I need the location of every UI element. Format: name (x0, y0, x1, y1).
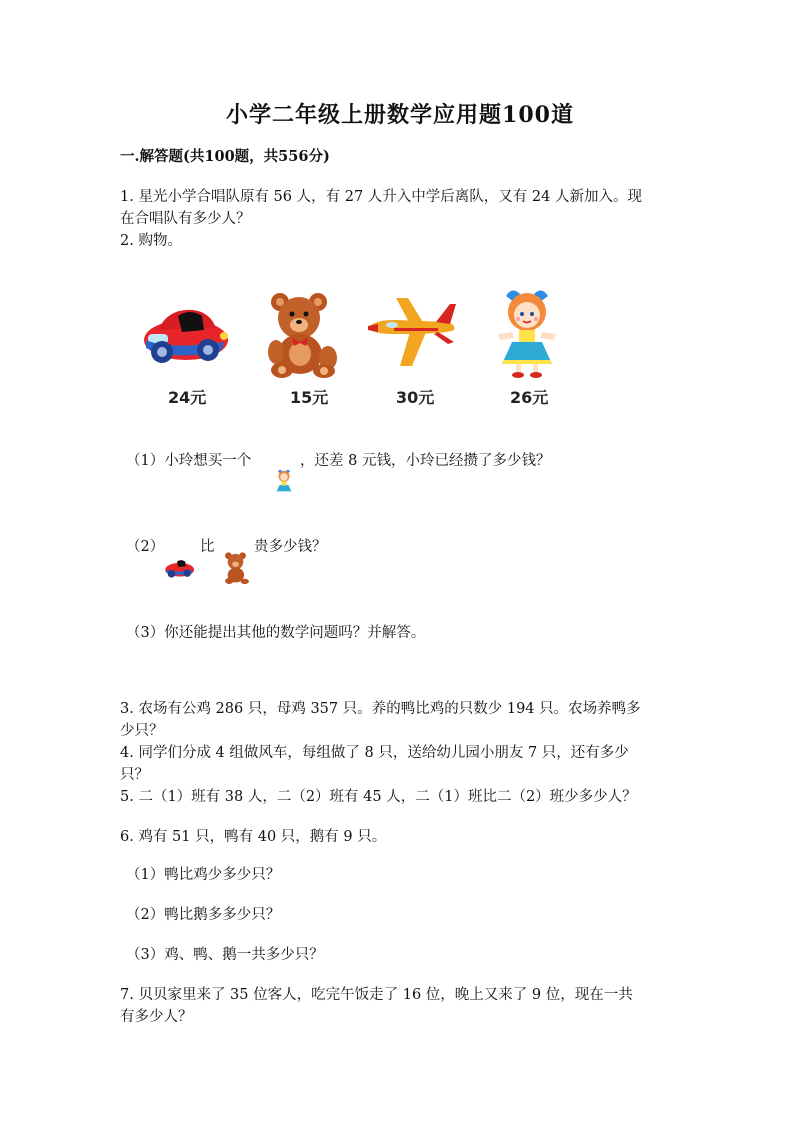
question-1-line-1: 1. 星光小学合唱队原有 56 人，有 27 人升入中学后离队，又有 24 人新加入。现 (120, 189, 642, 205)
question-7-line-2: 有多少人？ (120, 1009, 193, 1025)
question-7-line-1: 7. 贝贝家里来了 35 位客人，吃完午饭走了 16 位，晚上又来了 9 位，现在一共 (120, 987, 633, 1003)
toy-airplane-price: 30元 (396, 388, 435, 407)
section-heading: 一.解答题(共100题，共556分) (120, 148, 330, 165)
question-2-sub-2-part-c: 贵多少钱？ (254, 539, 327, 555)
toy-car-small-icon (163, 556, 195, 580)
toy-car-icon (138, 300, 230, 370)
doll-price: 26元 (510, 388, 549, 407)
teddy-bear-price: 15元 (290, 388, 329, 407)
question-2-sub-2-part-a: （2） (126, 539, 165, 555)
question-2-sub-1-part-a: （1）小玲想买一个 (126, 453, 252, 469)
page-title: 小学二年级上册数学应用题100道 (226, 102, 574, 128)
doll-small-icon (270, 468, 298, 496)
teddy-bear-small-icon (222, 552, 252, 584)
toy-airplane-icon (366, 294, 460, 374)
question-6-sub-1: （1）鸭比鸡少多少只？ (126, 867, 281, 883)
teddy-bear-icon (264, 292, 342, 378)
question-2-sub-1-part-b: ，还差 8 元钱，小玲已经攒了多少钱？ (300, 453, 551, 469)
question-3-line-2: 少只？ (120, 723, 164, 739)
question-6-stem: 6. 鸡有 51 只，鸭有 40 只，鹅有 9 只。 (120, 829, 387, 845)
question-3-line-1: 3. 农场有公鸡 286 只，母鸡 357 只。养的鸭比鸡的只数少 194 只。农场养鸭多 (120, 701, 641, 717)
question-4-line-1: 4. 同学们分成 4 组做风车，每组做了 8 只，送给幼儿园小朋友 7 只，还有多少 (120, 745, 629, 761)
doll-icon (492, 284, 562, 380)
question-5: 5. 二（1）班有 38 人，二（2）班有 45 人，二（1）班比二（2）班少多少人？ (120, 789, 637, 805)
question-1-line-2: 在合唱队有多少人？ (120, 211, 251, 227)
question-2-sub-2-part-b: 比 (200, 539, 215, 555)
question-6-sub-2: （2）鸭比鹅多多少只？ (126, 907, 281, 923)
question-6-sub-3: （3）鸡、鸭、鹅一共多少只？ (126, 947, 324, 963)
toy-car-price: 24元 (168, 388, 207, 407)
question-2-stem: 2. 购物。 (120, 233, 182, 249)
question-2-sub-3: （3）你还能提出其他的数学问题吗？并解答。 (126, 625, 426, 641)
question-4-line-2: 只？ (120, 767, 149, 783)
